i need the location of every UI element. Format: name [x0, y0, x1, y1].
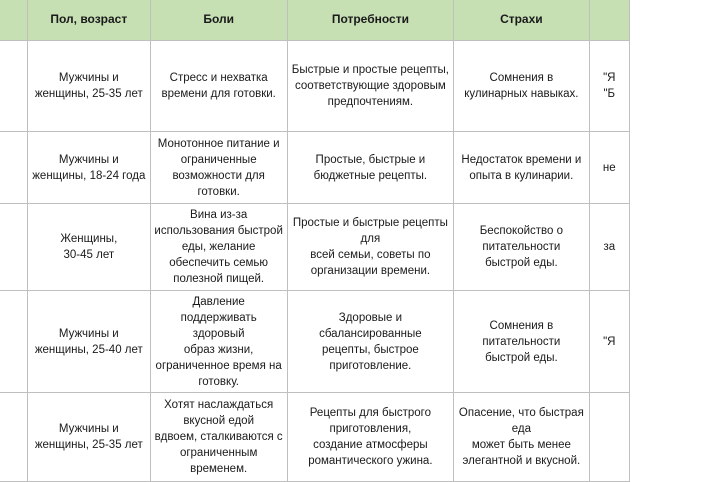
cell-line: Мужчины и: [58, 423, 119, 435]
cell-line: [0, 78, 25, 94]
cell-situation[interactable]: [0, 204, 27, 291]
header-needs[interactable]: [287, 0, 454, 41]
cell-gender-age[interactable]: [27, 41, 150, 132]
cell-line: вдвоем, сталкиваются с: [154, 431, 283, 443]
cell-extra[interactable]: [589, 393, 629, 482]
cell-line: женщины, 25-35 лет: [34, 88, 143, 100]
cell-line: возможности для: [172, 169, 265, 182]
cell-line: романтического ужина.: [308, 455, 433, 467]
cell-line: [0, 421, 25, 437]
cell-line: соответствующие здоровым: [295, 80, 446, 92]
cell-line: полезной пищей.: [173, 273, 265, 285]
cell-line: Мужчины и: [58, 153, 119, 166]
cell-line: Пол, возраст: [50, 12, 128, 26]
cell-pains[interactable]: [150, 132, 287, 204]
cell-fears[interactable]: [454, 393, 589, 482]
table-row: [0, 393, 630, 482]
cell-line: 30-45 лет: [63, 249, 115, 261]
cell-line: Быстрые и простые рецепты,: [291, 64, 449, 76]
cell-situation[interactable]: [0, 291, 27, 393]
cell-line: еды, желание: [181, 241, 256, 253]
cell-line: [0, 334, 25, 350]
cell-line: образ жизни,: [183, 343, 254, 356]
cell-line: создание атмосферы: [313, 439, 428, 451]
cell-line: [0, 405, 25, 421]
cell-line: еда: [511, 423, 531, 435]
cell-line: организации времени.: [310, 265, 431, 277]
cell-line: времени для готовки.: [161, 88, 276, 100]
cell-line: готовку.: [198, 375, 239, 388]
cell-line: [0, 437, 25, 453]
cell-line: приготовление.: [329, 359, 412, 372]
cell-line: ограниченным: [179, 447, 258, 459]
cell-line: сбалансированные: [319, 327, 422, 340]
cell-line: бюджетные рецепты.: [313, 169, 428, 182]
cell-fears[interactable]: [454, 132, 589, 204]
cell-line: Мужчины и: [58, 72, 119, 84]
cell-line: [0, 302, 25, 318]
cell-line: женщины, 25-35 лет: [34, 439, 143, 451]
cell-line: рецепты, быстрое: [321, 343, 419, 356]
cell-gender-age[interactable]: [27, 393, 150, 482]
cell-situation[interactable]: [0, 132, 27, 204]
cell-line: женщины, 18-24 года: [32, 169, 146, 182]
cell-line: питательности: [482, 241, 561, 253]
cell-line: Женщины,: [60, 233, 118, 245]
cell-fears[interactable]: [454, 204, 589, 291]
cell-line: Стресс и нехватка: [169, 72, 268, 84]
cell-line: Простые и быстрые рецепты: [292, 217, 448, 229]
cell-fears[interactable]: [454, 41, 589, 132]
cell-line: Опасение, что быстрая: [458, 407, 584, 419]
cell-needs[interactable]: [287, 132, 454, 204]
cell-line: [0, 94, 25, 110]
cell-line: Боли: [203, 12, 234, 26]
cell-line: за: [603, 241, 616, 253]
table-row: [0, 41, 630, 132]
cell-line: ограниченные: [180, 153, 257, 166]
cell-line: Здоровые и: [338, 311, 402, 324]
cell-pains[interactable]: [150, 291, 287, 393]
cell-line: Вина из-за: [190, 209, 248, 221]
cell-line: Монотонное питание и: [157, 137, 280, 150]
cell-line: для: [360, 233, 381, 245]
cell-line: приготовления,: [329, 423, 412, 435]
cell-extra[interactable]: [589, 204, 629, 291]
cell-line: [0, 223, 25, 239]
cell-line: Рецепты для быстрого: [309, 407, 431, 419]
cell-line: Сомнения в: [489, 72, 554, 84]
cell-line: Мужчины и: [58, 327, 119, 340]
cell-line: кулинарных навыках.: [464, 88, 579, 100]
cell-line: [0, 5, 25, 20]
cell-line: временем.: [190, 463, 248, 475]
cell-line: ограниченное время на: [155, 359, 282, 372]
header-extra[interactable]: [589, 0, 629, 41]
cell-line: [0, 239, 25, 255]
cell-line: [0, 255, 25, 271]
cell-line: Потребности: [331, 12, 409, 26]
cell-line: Простые, быстрые и: [315, 153, 426, 166]
cell-line: [0, 160, 25, 176]
cell-line: [0, 453, 25, 469]
cell-line: [0, 20, 25, 35]
cell-line: Сомнения в: [489, 319, 554, 332]
cell-line: предпочтениям.: [327, 96, 414, 108]
cell-line: [0, 176, 25, 192]
cell-line: женщины, 25-40 лет: [34, 343, 143, 356]
cell-line: [0, 350, 25, 366]
cell-gender-age[interactable]: [27, 204, 150, 291]
cell-gender-age[interactable]: [27, 291, 150, 393]
cell-line: обеспечить семью: [169, 257, 269, 269]
cell-fears[interactable]: [454, 291, 589, 393]
cell-line: быстрой еды.: [485, 257, 558, 269]
cell-line: здоровый: [192, 327, 245, 340]
cell-line: Недостаток времени и: [461, 153, 582, 166]
cell-line: всей семьи, советы по: [310, 249, 431, 261]
cell-pains[interactable]: [150, 204, 287, 291]
cell-line: Беспокойство о: [479, 225, 563, 237]
cell-pains[interactable]: [150, 41, 287, 132]
cell-line: опыта в кулинарии.: [469, 169, 574, 182]
cell-line: вкусной едой: [183, 415, 254, 427]
cell-line: "Б: [603, 88, 616, 100]
cell-extra[interactable]: [589, 132, 629, 204]
header-row: [0, 0, 630, 41]
cell-extra[interactable]: [589, 41, 629, 132]
cell-line: [0, 62, 25, 78]
cell-line: Хотят наслаждаться: [164, 399, 274, 411]
cell-line: [0, 144, 25, 160]
cell-line: Давление: [192, 295, 245, 308]
header-situation[interactable]: [0, 0, 27, 41]
cell-needs[interactable]: [287, 41, 454, 132]
cell-line: [0, 366, 25, 382]
table-row: [0, 204, 630, 291]
cell-line: Страхи: [500, 12, 543, 26]
header-fears[interactable]: [454, 0, 589, 41]
table-row: [0, 291, 630, 393]
cell-line: "Я: [603, 335, 616, 348]
table-row: [0, 132, 630, 204]
cell-line: [0, 318, 25, 334]
cell-needs[interactable]: [287, 204, 454, 291]
header-pains[interactable]: [150, 0, 287, 41]
cell-needs[interactable]: [287, 291, 454, 393]
cell-line: поддерживать: [180, 311, 257, 324]
cell-situation[interactable]: [0, 41, 27, 132]
header-gender-age[interactable]: [27, 0, 150, 41]
cell-line: быстрой еды.: [485, 351, 558, 364]
cell-line: "Я: [603, 72, 616, 84]
cell-line: использования быстрой: [154, 225, 283, 237]
cell-pains[interactable]: [150, 393, 287, 482]
cell-gender-age[interactable]: [27, 132, 150, 204]
cell-needs[interactable]: [287, 393, 454, 482]
cell-line: не: [602, 161, 616, 174]
cell-line: готовки.: [197, 185, 240, 198]
cell-situation[interactable]: [0, 393, 27, 482]
cell-extra[interactable]: [589, 291, 629, 393]
cell-line: может быть менее: [471, 439, 571, 451]
cell-line: питательности: [482, 335, 561, 348]
cell-line: элегантной и вкусной.: [462, 455, 581, 467]
